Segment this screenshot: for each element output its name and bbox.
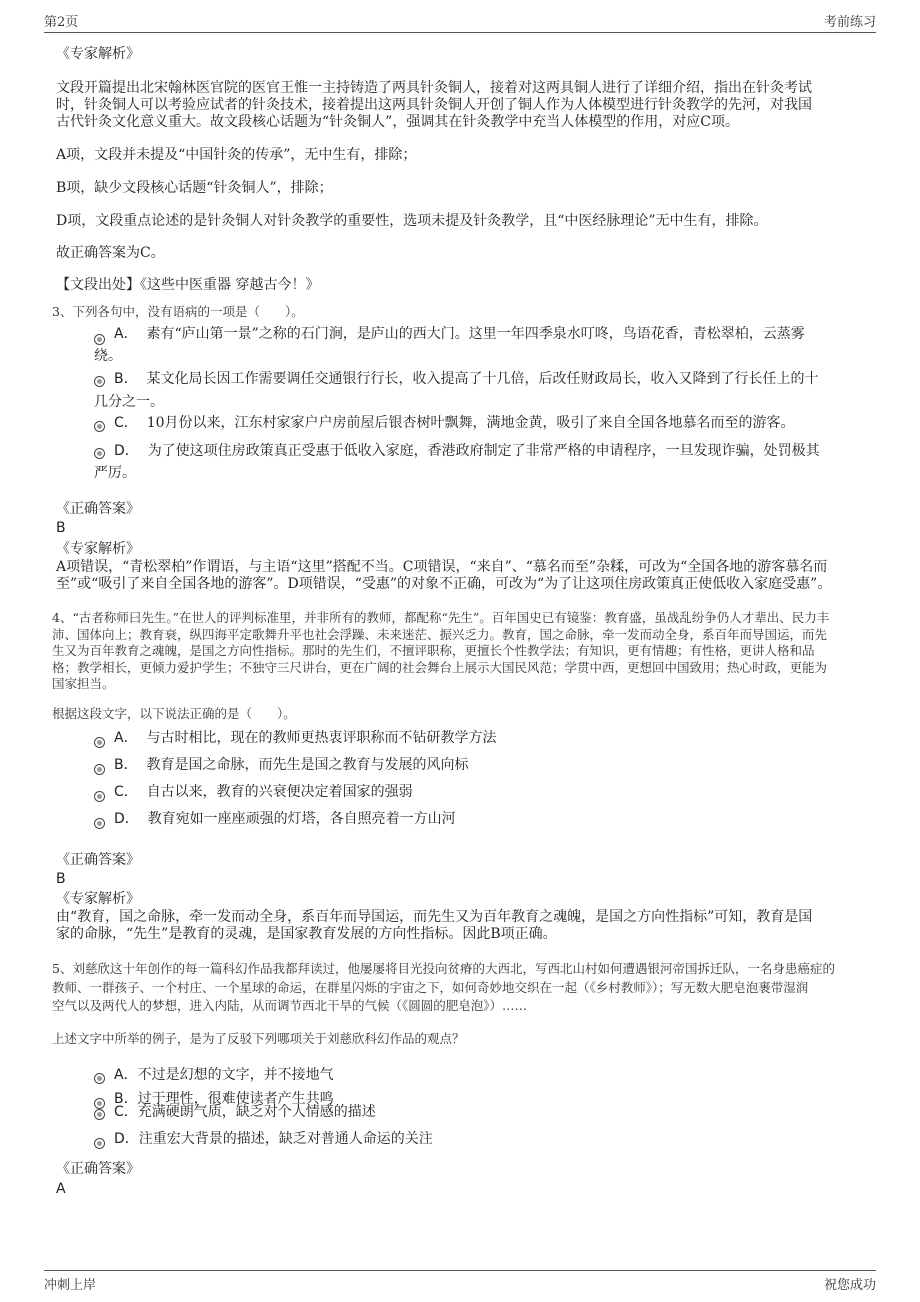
q4-analysis-line: 由“教育，国之命脉，牵一发而动全身，系百年而导国运，而先生又为百年教育之魂魄，是国之方向性指标”可知，教育是国 bbox=[56, 909, 813, 925]
q3-analysis-line: 至”或“吸引了来自全国各地的游客”。D项错误，“受惠”的对象不正确，可改为“为了让这项住房政策真正使低收入家庭受惠”。 bbox=[56, 576, 832, 592]
q4-answer: B bbox=[56, 871, 66, 887]
q2-analysis-line: 文段开篇提出北宋翰林医官院的医官王惟一主持铸造了两具针灸铜人，接着对这两具铜人进行了详细介绍，指出在针灸考试 bbox=[56, 80, 812, 96]
q4-option-c[interactable] bbox=[114, 783, 413, 802]
q4-answer-title: 《正确答案》 bbox=[56, 852, 140, 868]
q5-passage-line: 教师、一群孩子、一个村庄、一个星球的命运，在群星闪烁的宇宙之下，如何奇妙地交织在一起（《乡村教师》）；写无数大肥皂泡裹带湿润 bbox=[52, 980, 809, 995]
q4-option-d-radio[interactable] bbox=[94, 818, 105, 829]
option-text: 过于理性，很难使读者产生共鸣 bbox=[137, 1091, 334, 1107]
q3-stem: 3、下列各句中，没有语病的一项是（ ）。 bbox=[52, 304, 304, 319]
option-text: 某文化局长因工作需要调任交通银行行长，收入提高了十几倍，后改任财政局长，收入又降到了行长任上的十 bbox=[146, 371, 819, 387]
q2-option-b-note: B项，缺少文段核心话题“针灸铜人”，排除； bbox=[56, 180, 333, 196]
q5-option-a-radio[interactable] bbox=[94, 1073, 105, 1084]
q3-option-c-radio[interactable] bbox=[94, 421, 105, 432]
q5-passage-line: 5、刘慈欣这十年创作的每一篇科幻作品我都拜读过，他屡屡将目光投向贫瘠的大西北，写西北山村如何遭遇银河帝国拆迁队，一名身患癌症的 bbox=[52, 961, 835, 976]
option-label: C． bbox=[114, 784, 138, 800]
option-text: 与古时相比，现在的教师更热衷评职称而不钻研教学方法 bbox=[146, 730, 497, 746]
option-label: B． bbox=[114, 757, 138, 773]
q5-answer-title: 《正确答案》 bbox=[56, 1161, 140, 1177]
q5-option-c[interactable] bbox=[114, 1103, 376, 1122]
page-number: 第2页 bbox=[44, 15, 79, 30]
option-label: B． bbox=[114, 371, 138, 387]
q4-option-b[interactable] bbox=[114, 756, 469, 775]
option-label: B． bbox=[114, 1091, 138, 1107]
footer-divider bbox=[44, 1270, 876, 1271]
q5-stem: 上述文字中所举的例子，是为了反驳下列哪项关于刘慈欣科幻作品的观点？ bbox=[52, 1031, 465, 1046]
option-label: A． bbox=[114, 326, 138, 342]
q4-passage-line: 4、“古者称师曰先生。”在世人的评判标准里，并非所有的教师，都配称“先生”。百年国史已有镜鉴：教育盛，虽战乱纷争仍人才辈出、民力丰 bbox=[52, 610, 830, 625]
q4-option-b-radio[interactable] bbox=[94, 764, 105, 775]
q2-analysis-title: 《专家解析》 bbox=[56, 46, 140, 62]
q4-analysis-title: 《专家解析》 bbox=[56, 891, 140, 907]
header-divider bbox=[44, 32, 876, 33]
option-text: 教育宛如一座座顽强的灯塔，各自照亮着一方山河 bbox=[147, 811, 456, 827]
q4-option-a[interactable] bbox=[114, 729, 496, 748]
q5-option-d[interactable] bbox=[114, 1130, 433, 1149]
q5-answer: A bbox=[56, 1181, 66, 1197]
option-label: C． bbox=[114, 1104, 138, 1120]
q3-option-b-cont: 几分之一。 bbox=[94, 394, 164, 410]
q4-passage-line: 国家担当。 bbox=[52, 676, 115, 691]
q3-analysis-title: 《专家解析》 bbox=[56, 541, 140, 557]
q4-passage-line: 沛、国体向上；教育衰，纵四海平定歌舞升平也社会浮躁、未来迷茫、振兴乏力。教育，国之命脉，牵一发而动全身，系百年而导国运，而先 bbox=[52, 627, 828, 642]
q3-option-b[interactable] bbox=[114, 370, 819, 389]
q5-option-c-radio[interactable] bbox=[94, 1109, 105, 1120]
option-text: 注重宏大背景的描述，缺乏对普通人命运的关注 bbox=[138, 1131, 433, 1147]
q3-analysis-line: A项错误，“青松翠柏”作谓语，与主语“这里”搭配不当。C项错误，“来自”、“慕名而至”杂糅，可改为“全国各地的游客慕名而 bbox=[56, 559, 828, 575]
q4-option-d[interactable] bbox=[114, 810, 456, 829]
q4-stem: 根据这段文字，以下说法正确的是（ ）。 bbox=[52, 706, 296, 721]
q4-option-c-radio[interactable] bbox=[94, 791, 105, 802]
footer-right: 祝您成功 bbox=[823, 1278, 876, 1293]
option-label: D． bbox=[114, 443, 139, 459]
option-label: D． bbox=[114, 1131, 139, 1147]
q3-option-c[interactable] bbox=[114, 414, 795, 433]
q5-option-b-radio[interactable] bbox=[94, 1098, 105, 1109]
q4-option-a-radio[interactable] bbox=[94, 737, 105, 748]
q4-passage-line: 生又为百年教育之魂魄，是国之方向性指标。那时的先生们，不擅评职称，更擅长个性教学法；有知识，更有情趣；有性格，更讲人格和品 bbox=[52, 643, 815, 658]
q3-option-d-cont: 严厉。 bbox=[94, 465, 136, 481]
q4-analysis-line: 家的命脉，“先生”是教育的灵魂，是国家教育发展的方向性指标。因此B项正确。 bbox=[56, 926, 557, 942]
q2-conclusion: 故正确答案为C。 bbox=[56, 245, 165, 261]
option-label: C． bbox=[114, 415, 138, 431]
q3-answer: B bbox=[56, 520, 66, 536]
option-text: 不过是幻想的文字，并不接地气 bbox=[137, 1067, 334, 1083]
q5-option-a[interactable] bbox=[114, 1066, 334, 1085]
option-label: D． bbox=[114, 811, 139, 827]
q2-analysis-line: 古代针灸文化意义重大。故文段核心话题为“针灸铜人”，强调其在针灸教学中充当人体模型的作用，对应C项。 bbox=[56, 114, 740, 130]
option-text: 自古以来，教育的兴衰便决定着国家的强弱 bbox=[146, 784, 413, 800]
footer-left: 冲刺上岸 bbox=[44, 1278, 97, 1293]
option-text: 为了使这项住房政策真正受惠于低收入家庭，香港政府制定了非常严格的申请程序，一旦发现诈骗，处罚极其 bbox=[147, 443, 820, 459]
header-label: 考前练习 bbox=[823, 15, 876, 30]
q3-option-b-radio[interactable] bbox=[94, 376, 105, 387]
option-label: A． bbox=[114, 1067, 138, 1083]
q3-option-d-radio[interactable] bbox=[94, 448, 105, 459]
q5-passage-line: 空气以及两代人的梦想，进入内陆，从而调节西北干旱的气候（《圆圆的肥皂泡》）…… bbox=[52, 998, 528, 1013]
q3-option-a-cont: 绕。 bbox=[94, 348, 122, 364]
q3-answer-title: 《正确答案》 bbox=[56, 501, 140, 517]
q3-option-a[interactable] bbox=[114, 325, 805, 344]
q3-option-a-radio[interactable] bbox=[94, 334, 105, 345]
option-text: 10月份以来，江东村家家户户房前屋后银杏树叶飘舞，满地金黄，吸引了来自全国各地慕名而至的游客。 bbox=[146, 415, 795, 431]
q3-option-d[interactable] bbox=[114, 442, 820, 461]
q2-source: 【文段出处】《这些中医重器 穿越古今！》 bbox=[56, 277, 320, 293]
q2-option-a-note: A项，文段并未提及“中国针灸的传承”，无中生有，排除； bbox=[56, 147, 417, 163]
q4-passage-line: 格；教学相长，更倾力爱护学生；不独守三尺讲台，更在广阔的社会舞台上展示大国民风范；学贯中西，更想回中国致用；热心时政，更能为 bbox=[52, 660, 828, 675]
option-text: 素有“庐山第一景”之称的石门涧，是庐山的西大门。这里一年四季泉水叮咚，鸟语花香，青松翠柏，云蒸雾 bbox=[146, 326, 805, 342]
option-label: A． bbox=[114, 730, 138, 746]
option-text: 教育是国之命脉，而先生是国之教育与发展的风向标 bbox=[146, 757, 469, 773]
q2-option-d-note: D项，文段重点论述的是针灸铜人对针灸教学的重要性，选项未提及针灸教学，且“中医经脉理论”无中生有，排除。 bbox=[56, 213, 768, 229]
q2-analysis-line: 时，针灸铜人可以考验应试者的针灸技术，接着提出这两具针灸铜人开创了铜人作为人体模型进行针灸教学的先河，对我国 bbox=[56, 97, 812, 113]
q5-option-d-radio[interactable] bbox=[94, 1138, 105, 1149]
option-text: 充满硬朗气质，缺乏对个人情感的描述 bbox=[137, 1104, 376, 1120]
